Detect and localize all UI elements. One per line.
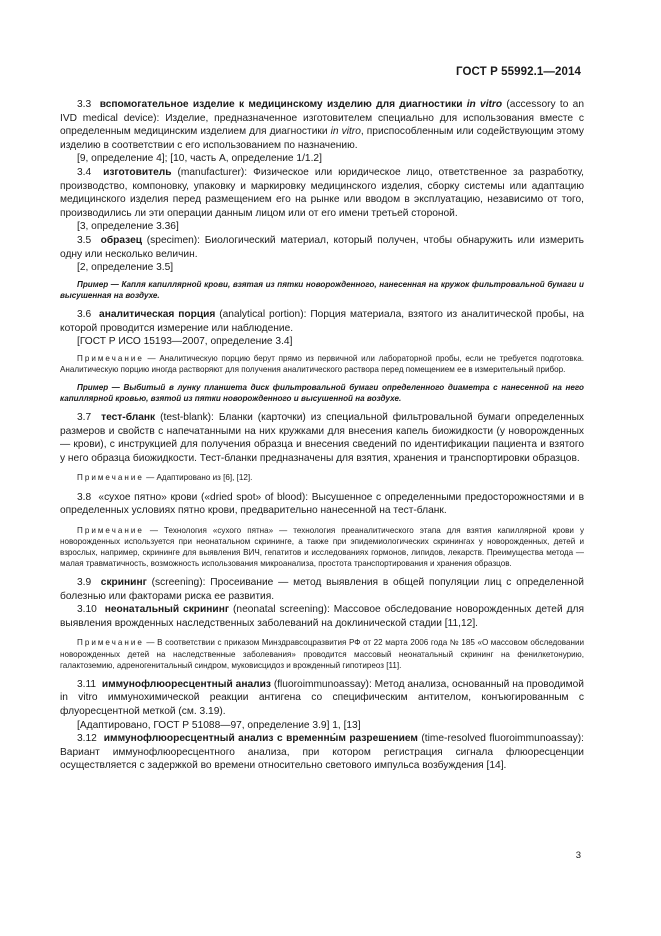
note-3-8: Примечание — Технология «сухого пятна» — технология преаналитического этапа для взятия капиллярной крови у новорожденных используется при неонатальном скрининге, а также при эпидемиологических скринингах у новорожденных, детей и взрослых, например, скрининге для выявления ВИЧ, гепатитов и исследованиях гормонов, липидов, лекарств. Преимущества метода — малая травматичность, возможность использования микроанализа, простота транспортирования и хранения образцов.: [60, 525, 584, 568]
reference-3-6: [ГОСТ Р ИСО 15193—2007, определение 3.4]: [77, 336, 293, 348]
term: тест-бланк: [101, 412, 156, 424]
note-3-7: Примечание — Адаптировано из [6], [12].: [77, 473, 253, 483]
definition-3-7: 3.7 тест-бланк (test-blank): Бланки (карточки) из специальной фильтровальной бумаги определенных размеров и свойств с напечатанными на них кружками для внесения капель биожидкости (у новорожденных — крови), с инструкцией для получения образца и внесения сведений по идентификации пациента и взятого у него образца биожидкости. Тест-бланки предназначены для взятия, хранения и транспортировки образцов.: [60, 412, 584, 464]
definition-3-11: 3.11 иммунофлюоресцентный анализ (fluoroimmunoassay): Метод анализа, основанный на проводимой in vitro иммунохимической реакции антигена со специфическим антителом, конъюгированным с флуоресцентной меткой (см. 3.19).: [60, 678, 584, 717]
definition-3-10: 3.10 неонатальный скрининг (neonatal screening): Массовое обследование новорожденных детей для выявления врожденных наследственных заболеваний на доклинической стадии [11,12].: [60, 604, 584, 629]
clause-number: 3.8: [77, 491, 92, 503]
term: иммунофлюоресцентный анализ с временны́м разрешением: [103, 733, 418, 745]
clause-number: 3.6: [77, 308, 92, 320]
term: изготовитель: [103, 166, 172, 178]
reference-3-11: [Адаптировано, ГОСТ Р 51088—97, определение 3.9] 1, [13]: [77, 719, 361, 731]
term-english: (accessory to an IVD medical device):: [60, 99, 584, 124]
clause-number: 3.9: [77, 577, 92, 589]
term: иммунофлюоресцентный анализ: [101, 678, 271, 690]
term: вспомогательное изделие к медицинскому изделию для диагностики in vitro: [99, 99, 503, 110]
example-3-5: Пример — Капля капиллярной крови, взятая из пятки новорожденного, нанесенная на кружок фильтровальной бумаги и высушенная на воздухе.: [60, 279, 584, 300]
term: аналитическая порция: [99, 308, 216, 320]
reference-3-5: [2, определение 3.5]: [77, 262, 174, 274]
definition-3-5: 3.5 образец (specimen): Биологический материал, который получен, чтобы обнаружить или измерить одну или несколько величин.: [60, 234, 584, 260]
term: неонатальный скрининг: [104, 604, 230, 616]
clause-number: 3.12: [77, 733, 97, 745]
clause-number: 3.7: [77, 412, 92, 424]
term: образец: [100, 234, 143, 246]
definition-3-6: 3.6 аналитическая порция (analytical portion): Порция материала, взятого из аналитической пробы, на которой проводится измерение или наблюдение.: [60, 308, 584, 334]
definition-3-4: 3.4 изготовитель (manufacturer): Физическое или юридическое лицо, ответственное за разработку, производство, компоновку, упаковку и маркировку медицинского изделия, сборку системы или адаптацию медицинского изделия перед размещением его на рынке или вводом в эксплуатацию, независимо от того, производились ли эти операции данным лицом или от его имени третьей стороной.: [60, 166, 584, 219]
definition-3-9: 3.9 скрининг (screening): Просеивание — метод выявления в общей популяции лиц с определенной болезнью или факторами риска ее развития.: [60, 577, 584, 602]
clause-number: 3.4: [77, 166, 92, 178]
definition-3-8: 3.8 «сухое пятно» крови («dried spot» of blood): Высушенное с определенными предосторожностями и в определенных условиях пятно крови, предварительно нанесенной на тест-бланк.: [60, 491, 584, 517]
reference-3-3: [9, определение 4]; [10, часть А, определение 1/1.2]: [77, 153, 322, 165]
clause-number: 3.10: [77, 604, 97, 616]
note-3-10: Примечание — В соответствии с приказом Минздравсоцразвития РФ от 22 марта 2006 года № 185 «О массовом обследовании новорожденных детей на наследственные заболевания» проводится массовый неонатальный скрининг на фенилкетонурию, галактоземию, адреногенитальный синдром, муковисцидоз и врожденный гипотиреоз [11].: [60, 638, 584, 670]
definition-3-12: 3.12 иммунофлюоресцентный анализ с временны́м разрешением (time-resolved fluoroimmunoassay): Вариант иммунофлюоресцентного анализа, при котором регистрация сигнала флюоресценции осуществляется с задержкой во времени относительно светового импульса возбуждения [14].: [60, 733, 584, 772]
term: скрининг: [100, 577, 147, 589]
note-3-6: Примечание — Аналитическую порцию берут прямо из первичной или лабораторной пробы, если не требуется подготовка. Аналитическую порцию иногда растворяют для получения аналитического раствора перед помещением ее в измерительный прибор.: [60, 353, 584, 374]
definition-3-3: 3.3 вспомогательное изделие к медицинскому изделию для диагностики in vitro (accessory to an IVD medical device): Изделие, предназначенное изготовителем специально для использования вместе с определенным медицинским изделием для диагностики in vitro, приспособленным или содействующим этому изделию в соответствии с его использованием по назначению.: [60, 99, 584, 151]
page-number: 3: [575, 850, 581, 861]
example-3-6: Пример — Выбитый в лунку планшета диск фильтровальной бумаги определенного диаметра с нанесенной на него капиллярной кровью, взятой из пятки новорожденного и высушенной на воздухе.: [60, 382, 584, 403]
clause-number: 3.3: [77, 99, 92, 110]
standard-designation: ГОСТ Р 55992.1—2014: [456, 66, 581, 78]
document-body: [60, 98, 584, 773]
reference-3-4: [3, определение 3.36]: [77, 221, 179, 233]
term: «сухое пятно» крови: [98, 491, 198, 503]
clause-number: 3.11: [77, 678, 97, 690]
clause-number: 3.5: [77, 234, 92, 246]
